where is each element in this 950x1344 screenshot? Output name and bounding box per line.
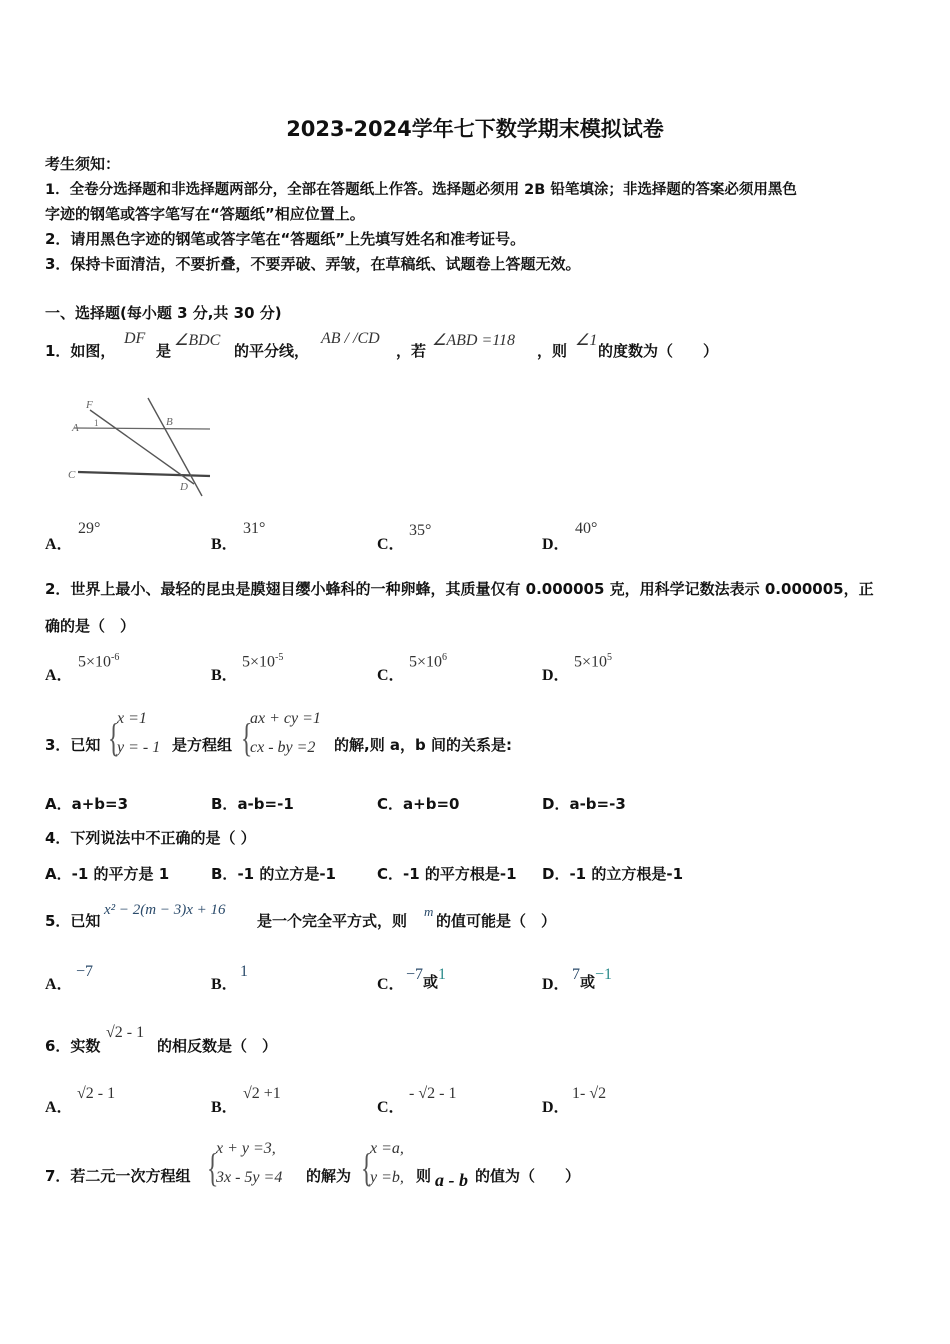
line-bd xyxy=(148,398,202,496)
q6-option-c-value: - √2 - 1 xyxy=(409,1085,457,1102)
q3-text-1: 是方程组 xyxy=(172,736,233,754)
q1-angle-1: ∠1 xyxy=(575,332,598,349)
q5-text-2: 的值可能是（ ） xyxy=(436,912,557,930)
page-title: 2023-2024学年七下数学期末模拟试卷 xyxy=(286,117,664,141)
q5-expression: x² − 2(m − 3)x + 16 xyxy=(104,902,226,918)
q2-option-c-label: C． xyxy=(377,667,405,684)
q2-stem-line-2: 确的是（ ） xyxy=(45,617,136,635)
label-d: D xyxy=(180,481,188,493)
q7-equation-2: 3x - 5y =4 xyxy=(216,1169,283,1186)
q6-option-d-value: 1- √2 xyxy=(572,1085,607,1102)
q3-brace-2: { xyxy=(240,715,253,760)
q1-option-d-label: D． xyxy=(542,536,570,553)
notice-line-1a: 1．全卷分选择题和非选择题两部分，全部在答题纸上作答。选择题必须用 2B 铅笔填涂；非选择题的答案必须用黑色 xyxy=(45,182,797,198)
q7-text-1: 的解为 xyxy=(306,1167,352,1185)
q7-solution-y: y =b, xyxy=(370,1169,404,1186)
q5-option-b-label: B． xyxy=(211,976,238,993)
q2-option-b-value: $5\times 10^{-5}$ xyxy=(242,652,284,671)
section-heading: 一、选择题(每小题 3 分,共 30 分) xyxy=(45,304,282,322)
q6-number: 6．实数 xyxy=(45,1037,101,1055)
q1-option-c-label: C． xyxy=(377,536,405,553)
q5-option-d-label: D． xyxy=(542,976,570,993)
q2-option-d-label: D． xyxy=(542,667,570,684)
q2-option-c-value: $5\times 10^6$ xyxy=(409,652,448,671)
q7-brace-2: { xyxy=(360,1145,373,1190)
q3-solution-x: x =1 xyxy=(117,710,147,727)
q7-a-minus-b: a - b xyxy=(435,1170,468,1190)
label-angle-1: 1 xyxy=(94,418,99,428)
q2-option-a-label: A． xyxy=(45,667,73,684)
q1-angle-bdc: ∠BDC xyxy=(174,332,221,349)
q7-brace-1: { xyxy=(206,1145,219,1190)
q1-parallel: AB / /CD xyxy=(321,330,380,347)
q3-text-2: 的解,则 a，b 间的关系是: xyxy=(334,736,513,754)
q3-option-b: B．a-b=-1 xyxy=(211,795,294,813)
q1-geometry-figure xyxy=(62,392,222,504)
q2-option-a-value: $5\times 10^{-6}$ xyxy=(78,652,120,671)
q6-option-b-label: B． xyxy=(211,1099,238,1116)
q6-option-b-value: √2 +1 xyxy=(243,1085,281,1102)
q5-option-c-value: −7或1 xyxy=(406,966,447,991)
line-ab xyxy=(74,428,210,429)
q2-option-d-value: $5\times 10^5$ xyxy=(574,652,613,671)
q1-option-a-label: A． xyxy=(45,536,73,553)
q1-angle-abd: ∠ABD =118 xyxy=(432,332,516,349)
q3-option-c: C．a+b=0 xyxy=(377,795,460,813)
q1-text-5: 的度数为（ ） xyxy=(598,342,719,360)
q3-option-d: D．a-b=-3 xyxy=(542,795,626,813)
notice-line-3: 3．保持卡面清洁，不要折叠，不要弄破、弄皱，在草稿纸、试题卷上答题无效。 xyxy=(45,255,581,273)
q1-option-b-value: 31° xyxy=(243,520,266,537)
q1-option-d-value: 40° xyxy=(575,520,598,537)
q6-option-c-label: C． xyxy=(377,1099,405,1116)
q7-number: 7．若二元一次方程组 xyxy=(45,1167,191,1185)
q4-option-d: D．-1 的立方根是-1 xyxy=(542,865,684,883)
q5-number: 5．已知 xyxy=(45,912,101,930)
q7-solution-x: x =a, xyxy=(370,1140,404,1157)
q5-variable-m: m xyxy=(424,904,434,919)
q1-option-a-value: 29° xyxy=(78,520,101,537)
q5-option-c-label: C． xyxy=(377,976,405,993)
q2-stem-line-1: 2．世界上最小、最轻的昆虫是膜翅目缨小蜂科的一种卵蜂，其质量仅有 0.000005 克，用科学记数法表示 0.000005，正 xyxy=(45,580,874,598)
q3-equation-1: ax + cy =1 xyxy=(250,710,321,727)
q1-text-4: ，则 xyxy=(537,342,568,360)
q3-solution-y: y = - 1 xyxy=(117,739,161,756)
q4-stem: 4．下列说法中不正确的是（ ） xyxy=(45,829,256,847)
label-a: A xyxy=(72,422,79,434)
q3-option-a: A．a+b=3 xyxy=(45,795,129,813)
q1-option-c-value: 35° xyxy=(409,522,432,539)
q6-option-a-label: A． xyxy=(45,1099,73,1116)
q2-option-b-label: B． xyxy=(211,667,238,684)
q6-expression: √2 - 1 xyxy=(106,1024,145,1041)
q7-equation-1: x + y =3, xyxy=(216,1140,276,1157)
q1-option-b-label: B． xyxy=(211,536,238,553)
q4-option-c: C．-1 的平方根是-1 xyxy=(377,865,517,883)
q7-text-2: 则 xyxy=(416,1167,432,1185)
q6-text-1: 的相反数是（ ） xyxy=(157,1037,278,1055)
q3-brace-1: { xyxy=(107,715,120,760)
q5-option-a-label: A． xyxy=(45,976,73,993)
label-f: F xyxy=(86,399,93,411)
q4-option-b: B．-1 的立方是-1 xyxy=(211,865,336,883)
q5-option-d-value: 7或−1 xyxy=(572,966,613,991)
q1-text-1: 是 xyxy=(156,342,172,360)
notice-line-2: 2．请用黑色字迹的钢笔或答字笔在“答题纸”上先填写姓名和准考证号。 xyxy=(45,230,526,248)
q6-option-a-value: √2 - 1 xyxy=(77,1085,116,1102)
q5-option-a-value: −7 xyxy=(76,963,94,980)
q1-number: 1．如图， xyxy=(45,342,116,360)
q6-option-d-label: D． xyxy=(542,1099,570,1116)
q4-option-a: A．-1 的平方是 1 xyxy=(45,865,170,883)
q1-text-2: 的平分线， xyxy=(234,342,310,360)
q3-number: 3．已知 xyxy=(45,736,101,754)
q5-text-1: 是一个完全平方式，则 xyxy=(257,912,408,930)
notice-line-1b: 字迹的钢笔或答字笔写在“答题纸”相应位置上。 xyxy=(45,205,365,223)
label-b: B xyxy=(166,416,173,428)
label-c: C xyxy=(68,469,76,481)
q1-df: DF xyxy=(124,330,146,347)
q7-text-3: 的值为（ ） xyxy=(475,1167,581,1185)
notice-heading: 考生须知： xyxy=(45,155,121,173)
q3-equation-2: cx - by =2 xyxy=(250,739,316,756)
q5-option-b-value: 1 xyxy=(240,963,248,980)
q1-text-3: ，若 xyxy=(396,342,427,360)
